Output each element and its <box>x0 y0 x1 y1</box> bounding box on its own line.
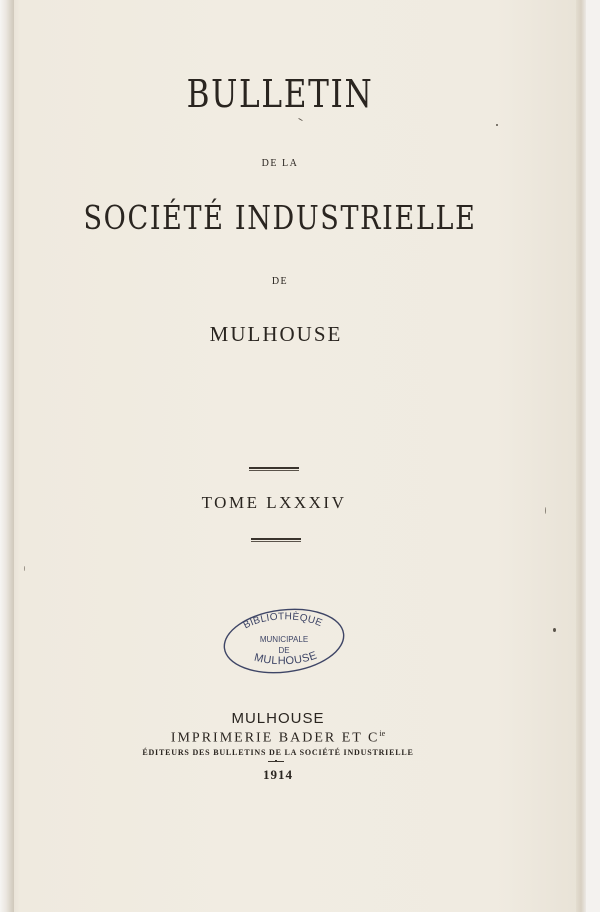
publisher-name <box>0 729 578 747</box>
title-bulletin: BULLETIN <box>186 72 374 116</box>
stamp-line-4: MULHOUSE <box>252 649 319 668</box>
title-de-la: DE LA <box>261 158 299 169</box>
paper-speck <box>545 507 546 514</box>
publication-year: 1914 <box>263 767 293 782</box>
stamp-line-3: DE <box>278 646 290 655</box>
publisher-name-text: IMPRIMERIE BADER ET C <box>170 730 380 746</box>
paper-speck <box>553 628 556 632</box>
ornamental-dash <box>268 761 284 762</box>
library-stamp <box>222 605 346 675</box>
stamp-line-2: MUNICIPALE <box>259 635 309 644</box>
paper-speck <box>24 566 25 571</box>
publisher-editors-line: ÉDITEURS DES BULLETINS DE LA SOCIÉTÉ INDUSTRIELLE <box>142 748 414 757</box>
ornamental-rule-top <box>249 467 299 471</box>
title-de: DE <box>271 276 289 287</box>
paper-speck <box>496 124 498 126</box>
volume-number: TOME LXXXIV <box>201 493 347 512</box>
publisher-name-suffix: ie <box>379 729 386 738</box>
ornamental-rule-bottom <box>251 538 301 542</box>
stamp-line-1: BIBLIOTHÈQUE <box>241 611 324 632</box>
svg-text:BIBLIOTHÈQUE <box>242 610 324 632</box>
title-societe-industrielle: SOCIÉTÉ INDUSTRIELLE <box>83 198 477 237</box>
publisher-city: MULHOUSE <box>231 710 325 727</box>
title-mulhouse: MULHOUSE <box>209 322 343 346</box>
